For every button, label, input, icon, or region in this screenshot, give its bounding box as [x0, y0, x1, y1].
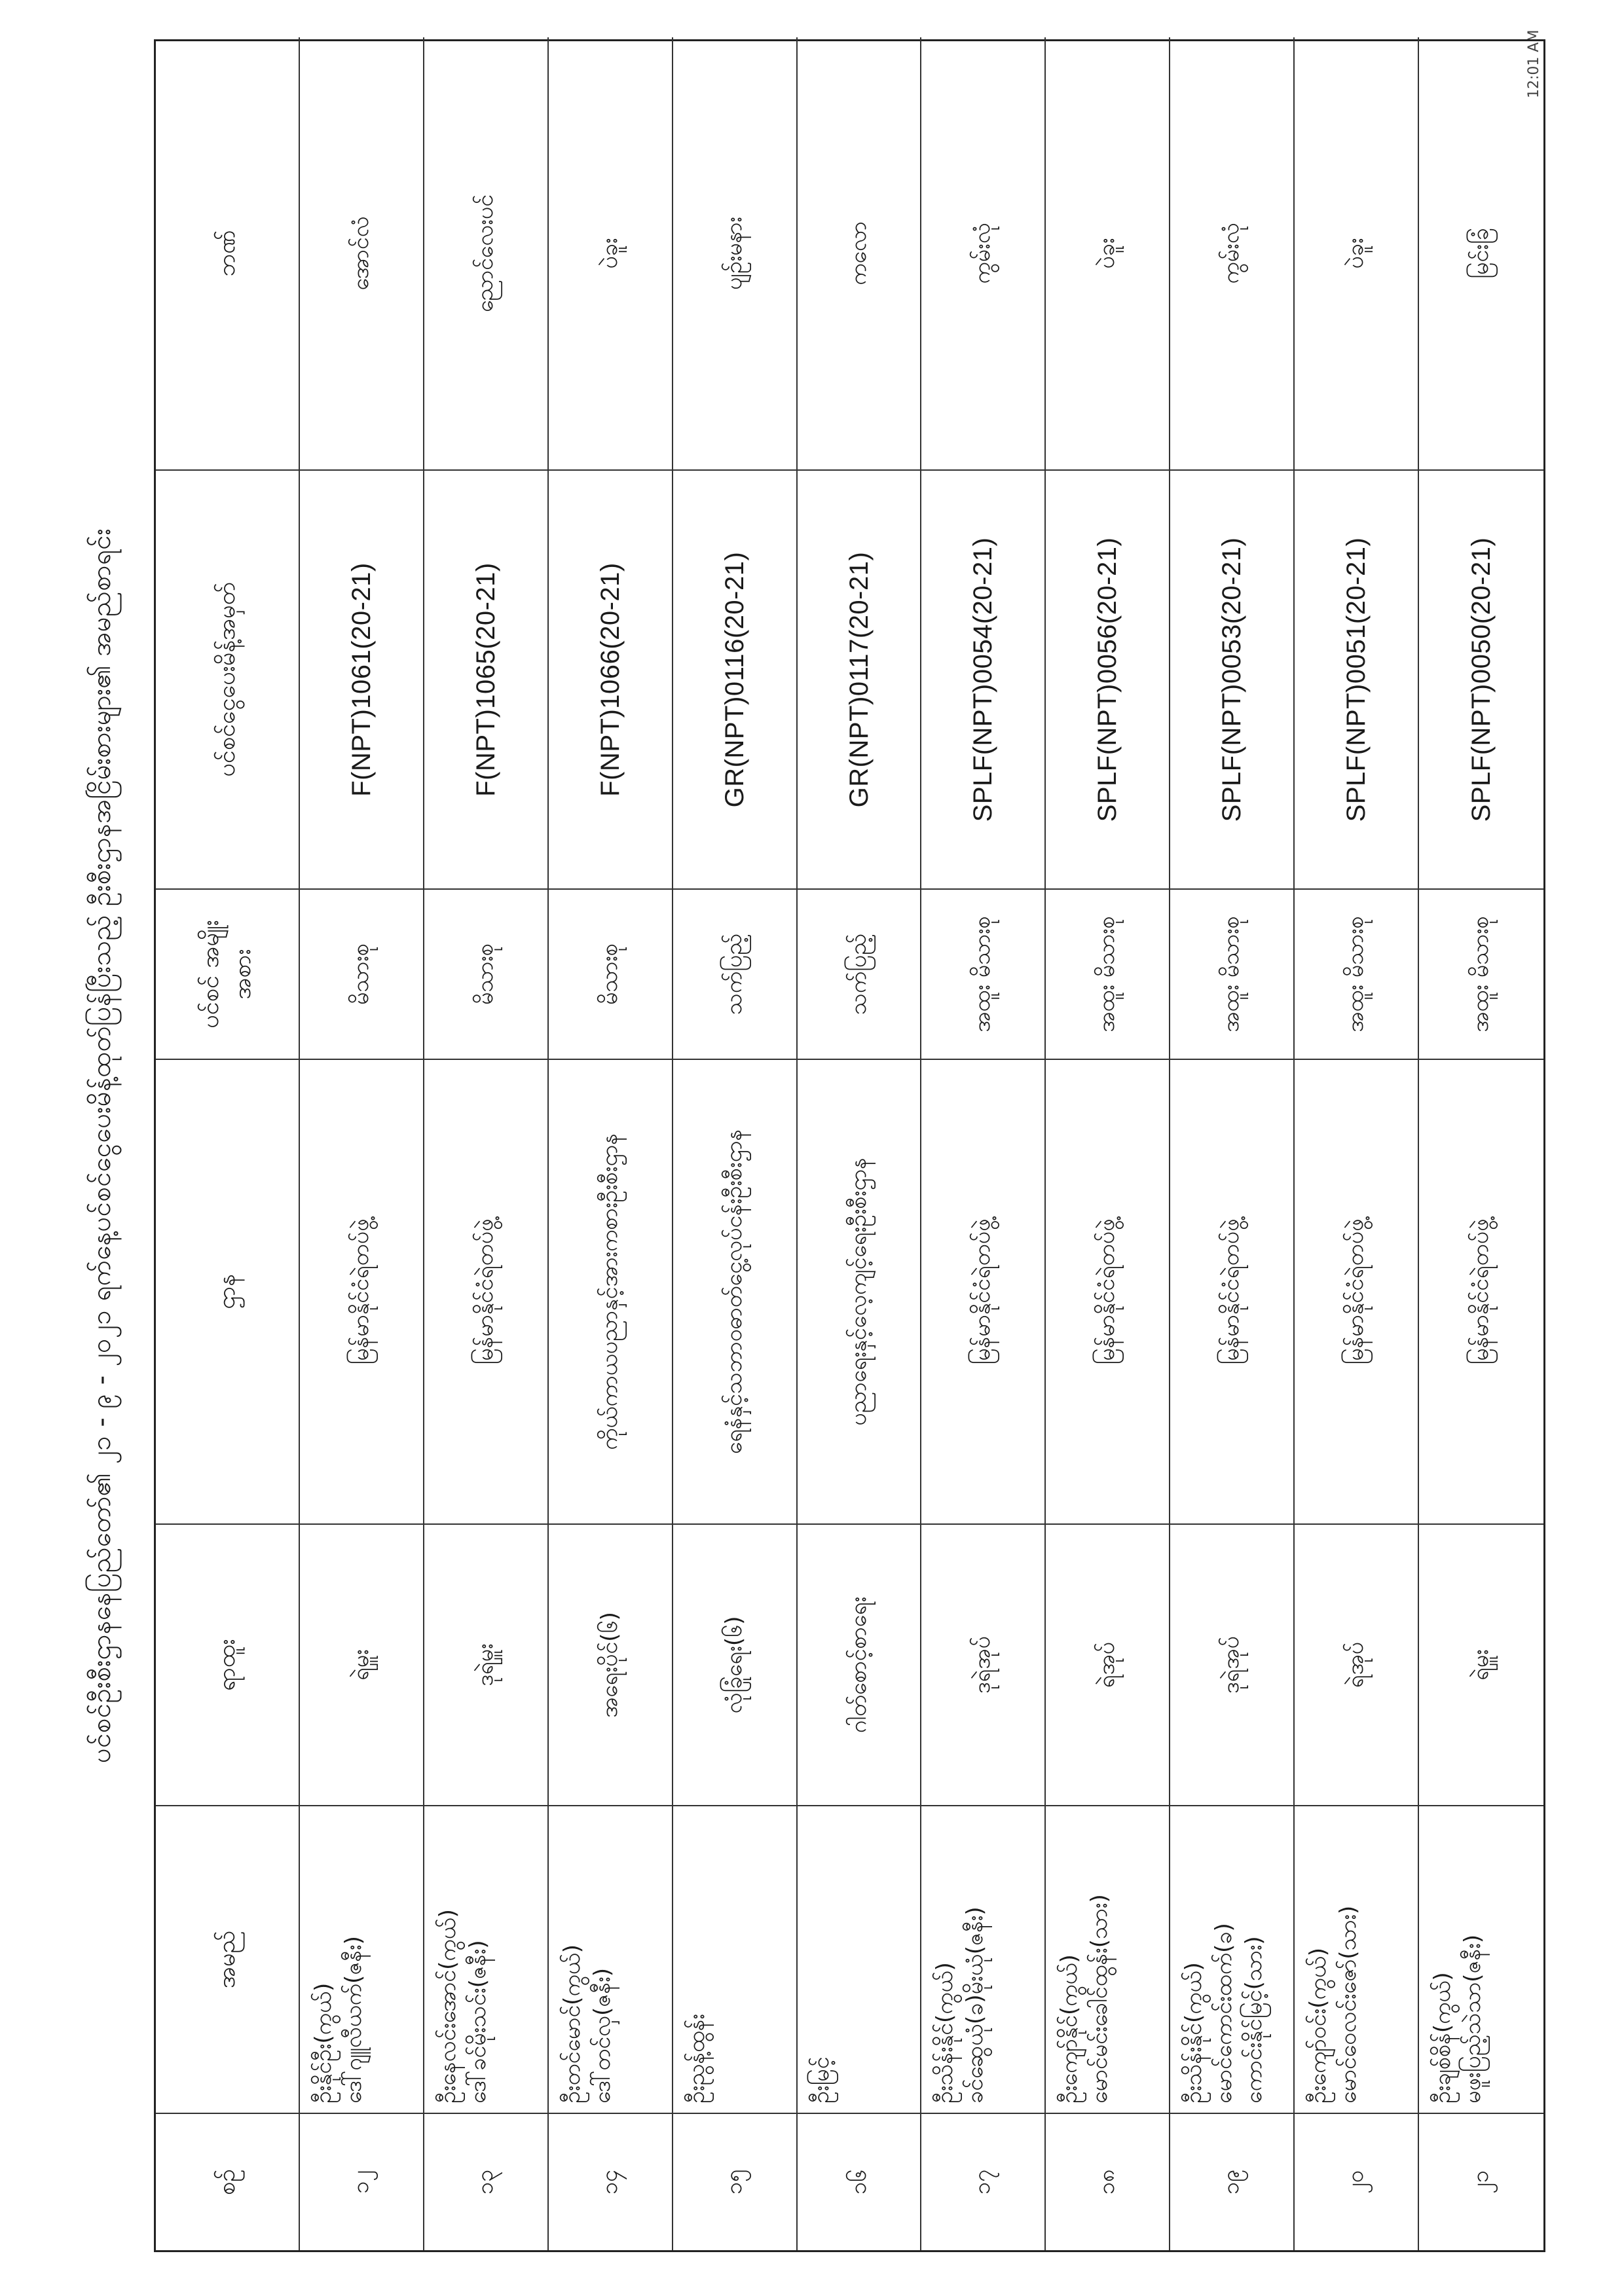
cell-name	[673, 1805, 798, 2113]
cell-bank: အောင်လံ	[300, 37, 424, 469]
cell-no: ၁၃	[424, 2113, 549, 2250]
cell-department: မြန်မာနိုင်ငံရဲတပ်ဖွဲ့	[1170, 1059, 1295, 1523]
name-line: ဦးနေလင်းအောင်(ကွယ်)	[434, 1909, 461, 2104]
cell-pension-type: အထူး မိသားစု	[921, 888, 1046, 1059]
name-line: ဦးသိန်းနိုင်(ကွယ်)	[1181, 1962, 1208, 2104]
cell-bank: ပဲခူး	[1295, 37, 1419, 469]
cell-rank: ရဲမှူး	[1419, 1523, 1543, 1805]
header-department: ဌာန	[156, 1059, 300, 1523]
document-title: ပင်စင်ဦးစီးဌာနနေပြည်တော်၏ ၂၁ - ၉ - ၂၀၂၁ ရက်နေ့ပင်စင်ငွေပေးမိန့်ထုတ်ပြန်ပြီးသည့် ဦးစီးဌာနအငြိမ်းစားများ၏ အမည်စာရင်း	[86, 528, 117, 1764]
name-line: ဦးသိန်းနိုင်(ကွယ်)	[932, 1962, 959, 2104]
name-line: မောင်ကောင်းထက်(ခ)	[1211, 1923, 1238, 2104]
header-name: အမည်	[156, 1805, 300, 2113]
name-line: ခင်ဆွေယုံ(ခ)မိုးယုံ(ဇနီး)	[962, 1906, 989, 2104]
name-line: ဦးကျော်နိုင်(ကွယ်)	[1056, 1954, 1083, 2104]
cell-rank: အရေးပိုင်(၆)	[549, 1523, 673, 1805]
cell-name	[921, 1805, 1046, 2113]
cell-department: မြန်မာနိုင်ငံရဲတပ်ဖွဲ့	[921, 1059, 1046, 1523]
cell-pension-type: အထူး မိသားစု	[1295, 888, 1419, 1059]
cell-department: မြန်မာနိုင်ငံရဲတပ်ဖွဲ့	[300, 1059, 424, 1523]
cell-rank: ရဲအုပ်	[1295, 1523, 1419, 1805]
cell-name	[549, 1805, 673, 2113]
cell-order-no: SPLF(NPT)0053(20-21)	[1170, 469, 1295, 888]
cell-name	[1170, 1805, 1295, 2113]
cell-bank: ပျဉ်းမနား	[673, 37, 798, 469]
cell-name	[300, 1805, 424, 2113]
cell-order-no: SPLF(NPT)0054(20-21)	[921, 469, 1046, 888]
name-line: ဦးတင်မောင်(ကွယ်)	[559, 1944, 585, 2104]
cell-rank: ဒုရဲအုပ်	[921, 1523, 1046, 1805]
name-line: ဒေါ်ဂျူလီယက်(ဇနီး)	[340, 1936, 367, 2104]
cell-department: မြန်မာနိုင်ငံရဲတပ်ဖွဲ့	[1295, 1059, 1419, 1523]
cell-name	[798, 1805, 922, 2113]
cell-order-no: GR(NPT)0117(20-21)	[798, 469, 922, 888]
name-line: မဖူးပြည့်သဲသာ(ဇနီး)	[1459, 1934, 1486, 2104]
cell-bank: ညောင်လေးပင်	[424, 37, 549, 469]
cell-pension-type: သက်ပြည့်	[798, 888, 922, 1059]
header-bank: ဘဏ်	[156, 37, 300, 469]
cell-order-no: SPLF(NPT)0051(20-21)	[1295, 469, 1419, 888]
name-line: ဦးညွန့်ထွန်း	[683, 2013, 710, 2104]
cell-department: မြန်မာနိုင်ငံရဲတပ်ဖွဲ့	[1419, 1059, 1543, 1523]
name-line: ဒေါ်တင်လှ(ဇနီး)	[589, 1967, 616, 2104]
cell-no: ၂၁	[1419, 2113, 1543, 2250]
name-line: ဦးချစ်စိန်(ကွယ်)	[1430, 1972, 1456, 2104]
cell-no: ၁၅	[673, 2113, 798, 2250]
name-line: မောင်ဝေလင်းဇော်(သား)	[1335, 1905, 1362, 2104]
name-line: မောင်မင်းခေါင်ထွန်း(သား)	[1086, 1894, 1113, 2104]
name-line: ဦးနိုင်ဦး(ကွယ်)	[310, 1982, 337, 2104]
cell-department: မြန်မာနိုင်ငံရဲတပ်ဖွဲ့	[1046, 1059, 1170, 1523]
name-line: ဦးကျော်ဝင်း(ကွယ်)	[1305, 1948, 1332, 2104]
cell-name	[424, 1805, 549, 2113]
cell-pension-type: အထူး မိသားစု	[1419, 888, 1543, 1059]
cell-rank: ဒုရဲအုပ်	[1170, 1523, 1295, 1805]
timestamp: 12:01 AM	[1526, 29, 1542, 98]
header-rank: ရာထူး	[156, 1523, 300, 1805]
cell-rank: ဒုရဲမှူး	[424, 1523, 549, 1805]
cell-bank: ကလော	[798, 37, 922, 469]
cell-name	[1046, 1805, 1170, 2113]
cell-no: ၁၄	[549, 2113, 673, 2250]
cell-no: ၁၆	[798, 2113, 922, 2250]
cell-order-no: F(NPT)1065(20-21)	[424, 469, 549, 888]
cell-no: ၁၂	[300, 2113, 424, 2250]
cell-department: ရေနံနှင့်သဘာဝဓာတ်ငွေ့လုပ်ငန်းဦးစီးဌာန	[673, 1059, 798, 1523]
cell-order-no: GR(NPT)0116(20-21)	[673, 469, 798, 888]
name-line: ကောင်းနိုင်မြင့်(သား)	[1241, 1936, 1268, 2104]
cell-order-no: F(NPT)1066(20-21)	[549, 469, 673, 888]
cell-department: ကိုယ်ကာယပညာနှင့်အားကစားဦးစီးဌာန	[549, 1059, 673, 1523]
header-no: စဉ်	[156, 2113, 300, 2250]
header-pension-type: ပင်စင် အမျိုးအစား	[156, 888, 300, 1059]
pension-table	[154, 39, 1545, 2252]
cell-pension-type: မိသားစု	[424, 888, 549, 1059]
cell-no: ၁၉	[1170, 2113, 1295, 2250]
cell-pension-type: အထူး မိသားစု	[1170, 888, 1295, 1059]
header-order-no: ပင်စင်ငွေပေးမိန့်အမှတ်	[156, 469, 300, 888]
cell-name	[1419, 1805, 1543, 2113]
name-line: ဦးမြင့်	[807, 2056, 834, 2104]
cell-no: ၁၇	[921, 2113, 1046, 2250]
cell-rank: လုံခြုံရေး(၆)	[673, 1523, 798, 1805]
cell-rank: ရဲအုပ်	[1046, 1523, 1170, 1805]
cell-bank: ပဲခူး	[549, 37, 673, 469]
cell-order-no: SPLF(NPT)0056(20-21)	[1046, 469, 1170, 888]
rotated-page	[75, 39, 1545, 2252]
cell-no: ၂၀	[1295, 2113, 1419, 2250]
table-grid	[156, 41, 1543, 2250]
cell-bank: ပဲခူး	[1046, 37, 1170, 469]
cell-rank: ဂါတ်စောင့်စာရေး	[798, 1523, 922, 1805]
cell-pension-type: မိသားစု	[549, 888, 673, 1059]
cell-pension-type: သက်ပြည့်	[673, 888, 798, 1059]
name-line: ဒေါ်ခင်မိုးသင်း(ဇနီး)	[464, 1940, 491, 2104]
cell-order-no: SPLF(NPT)0050(20-21)	[1419, 469, 1543, 888]
cell-pension-type: အထူး မိသားစု	[1046, 888, 1170, 1059]
cell-bank: ကွမ်းလုံ	[921, 37, 1046, 469]
cell-department: ပညာရေးနှင့်လေ့ကျင့်ရေးဦးစီးဌာန	[798, 1059, 922, 1523]
cell-bank: ကွမ်းလုံ	[1170, 37, 1295, 469]
cell-order-no: F(NPT)1061(20-21)	[300, 469, 424, 888]
cell-pension-type: မိသားစု	[300, 888, 424, 1059]
cell-bank: မြင်းခြံ	[1467, 228, 1494, 279]
cell-no: ၁၈	[1046, 2113, 1170, 2250]
cell-name	[1295, 1805, 1419, 2113]
cell-rank: ရဲမှူး	[300, 1523, 424, 1805]
cell-department: မြန်မာနိုင်ငံရဲတပ်ဖွဲ့	[424, 1059, 549, 1523]
